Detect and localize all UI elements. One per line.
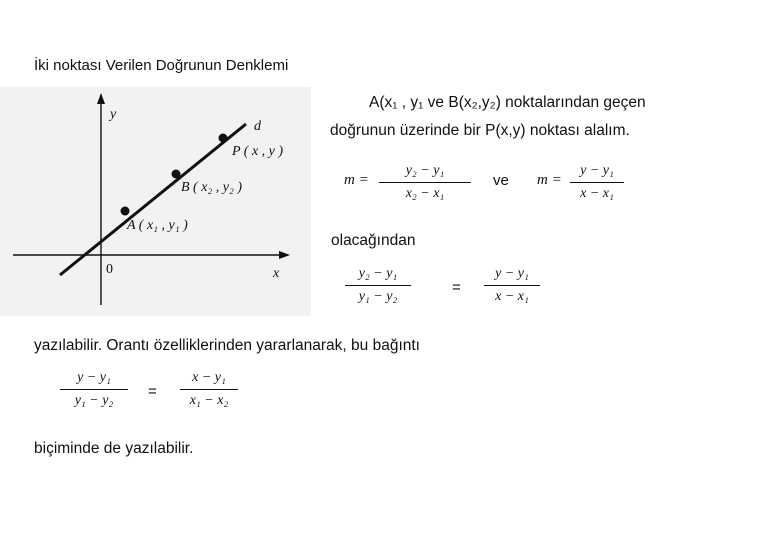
y-axis-arrow-icon [97, 93, 105, 104]
eq2-fraction-2 [484, 266, 540, 305]
eq3-num-2: x − y₁ [180, 370, 238, 390]
eq1-den-1: x₂ − x₁ [405, 186, 445, 201]
eq3-den-1: y₁ − y₂ [74, 393, 114, 408]
point-A-dot [121, 207, 130, 216]
eq1-lhs-2: m = [537, 172, 562, 188]
eq3-equals: = [148, 383, 157, 400]
eq3-fraction-2 [180, 370, 238, 409]
point-A-label: A ( x₁ , y₁ ) [127, 218, 188, 233]
point-P-label: P ( x , y ) [232, 144, 284, 159]
eq2-den-1: y₁ − y₂ [358, 289, 398, 304]
eq1-den-2: x − x₁ [580, 186, 614, 201]
line-d [60, 124, 246, 275]
intro-line-1: A(x₁ , y₁ ve B(x₂,y₂) noktalarından geçen [369, 94, 646, 111]
eq3-den-2: x₁ − x₂ [189, 393, 229, 408]
point-B-dot [172, 170, 181, 179]
eq3-fraction-1 [60, 370, 128, 409]
y-axis-label: y [110, 107, 117, 122]
line-d-label: d [254, 119, 261, 134]
origin-label: 0 [106, 262, 113, 277]
point-B-label: B ( x₂ , y₂ ) [181, 180, 243, 195]
intro-line-2: doğrunun üzerinde bir P(x,y) noktası alalım. [330, 122, 630, 139]
eq2-fraction-1 [345, 266, 411, 305]
eq1-lhs-1: m = [344, 172, 369, 188]
x-axis-arrow-icon [279, 251, 290, 259]
point-P-dot [219, 134, 228, 143]
eq1-fraction-2 [570, 163, 624, 202]
eq2-num-2: y − y₁ [484, 266, 540, 286]
eq1-num-1: y₂ − y₁ [379, 163, 471, 183]
x-axis-label: x [273, 266, 280, 281]
eq1-num-2: y − y₁ [570, 163, 624, 183]
eq1-connector: ve [493, 172, 509, 189]
eq2-num-1: y₂ − y₁ [345, 266, 411, 286]
eq1-fraction-1 [379, 163, 471, 202]
olacagindan-text: olacağından [331, 232, 416, 249]
eq2-equals: = [452, 279, 461, 296]
eq3-num-1: y − y₁ [60, 370, 128, 390]
closing-text: biçiminde de yazılabilir. [34, 440, 194, 457]
paragraph-2: yazılabilir. Orantı özelliklerinden yararlanarak, bu bağıntı [34, 337, 420, 354]
line-graph [0, 87, 311, 316]
page-title: İki noktası Verilen Doğrunun Denklemi [34, 57, 289, 74]
eq2-den-2: x − x₁ [495, 289, 529, 304]
graph-figure [0, 87, 311, 316]
